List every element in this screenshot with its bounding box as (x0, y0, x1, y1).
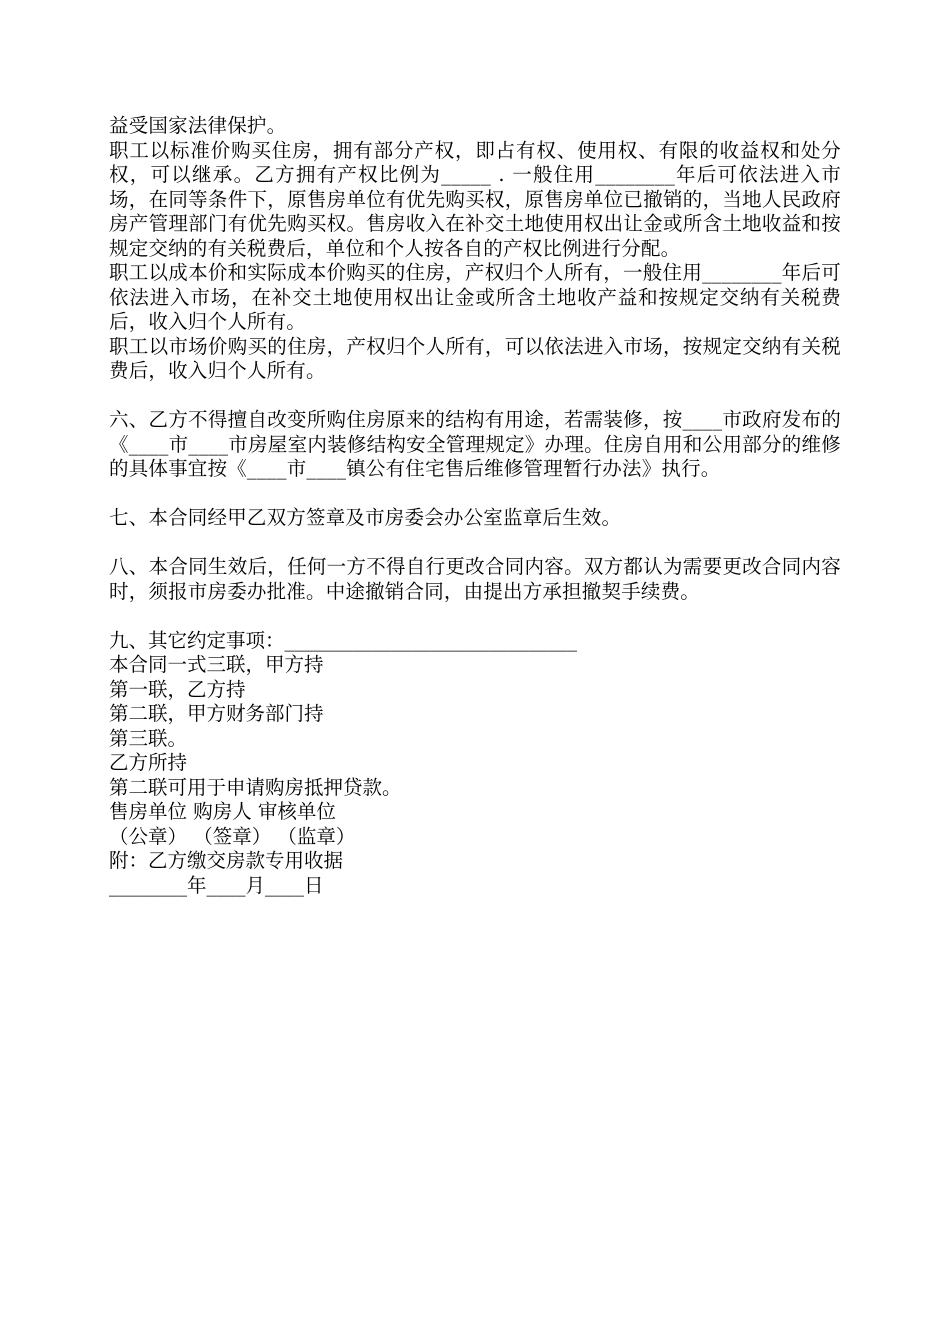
clause-eight: 八、本合同生效后，任何一方不得自行更改合同内容。双方都认为需要更改合同内容时，须报市房委办批准。中途撤销合同，由提出方承担撤契手续费。 (109, 555, 841, 603)
paragraph-standard-price: 职工以标准价购买住房，拥有部分产权，即占有权、使用权、有限的收益权和处分权，可以继承。乙方拥有产权比例为_____ . 一般住用________年后可依法进入市场，在同等条件下，原售房单位有优先购买权，原售房单位已撤销的，当地人民政府房产管理部门有优先购买权。售房收入在补交土地使用权出让金或所含土地收益和按规定交纳的有关税费后，单位和个人按各自的产权比例进行分配。 (109, 138, 841, 260)
date-line: ________年____月____日 (109, 873, 324, 897)
attachment-note: 附：乙方缴交房款专用收据 (109, 849, 344, 872)
copies-line-3: 第二联，甲方财务部门持 (109, 702, 324, 725)
spacer (109, 531, 841, 556)
spacer (109, 482, 841, 507)
paragraph-cost-price: 职工以成本价和实际成本价购买的住房，产权归个人所有，一般住用________年后可依法进入市场，在补交土地使用权出让金或所含土地收产益和按规定交纳有关税费后，收入归个人所有。 (109, 261, 841, 333)
copies-line-6: 第二联可用于申请购房抵押贷款。 (109, 775, 402, 799)
paragraph-legal-protection: 益受国家法律保护。 (109, 114, 287, 137)
clause-nine: 九、其它约定事项：______________________________ (109, 628, 578, 652)
spacer (109, 604, 841, 629)
signature-parties: 售房单位 购房人 审核单位 (109, 800, 336, 823)
copies-line-4: 第三联。 (109, 726, 188, 750)
copies-line-2: 第一联，乙方持 (109, 677, 246, 701)
paragraph-market-price: 职工以市场价购买的住房，产权归个人所有，可以依法进入市场，按规定交纳有关税费后，收入归个人所有。 (109, 334, 841, 382)
clause-six: 六、乙方不得擅自改变所购住房原来的结构有用途，若需装修，按____市政府发布的《____市____市房屋室内装修结构安全管理规定》办理。住房自用和公用部分的维修的具体事宜按《____市____镇公有住宅售后维修管理暂行办法》执行。 (109, 408, 841, 480)
copies-line-5: 乙方所持 (109, 751, 188, 774)
spacer (109, 384, 841, 409)
document-body (109, 114, 841, 898)
signature-seals: （公章） （签章） （监章） (109, 824, 356, 848)
copies-line-1: 本合同一式三联，甲方持 (109, 653, 324, 676)
clause-seven: 七、本合同经甲乙双方签章及市房委会办公室监章后生效。 (109, 506, 622, 529)
